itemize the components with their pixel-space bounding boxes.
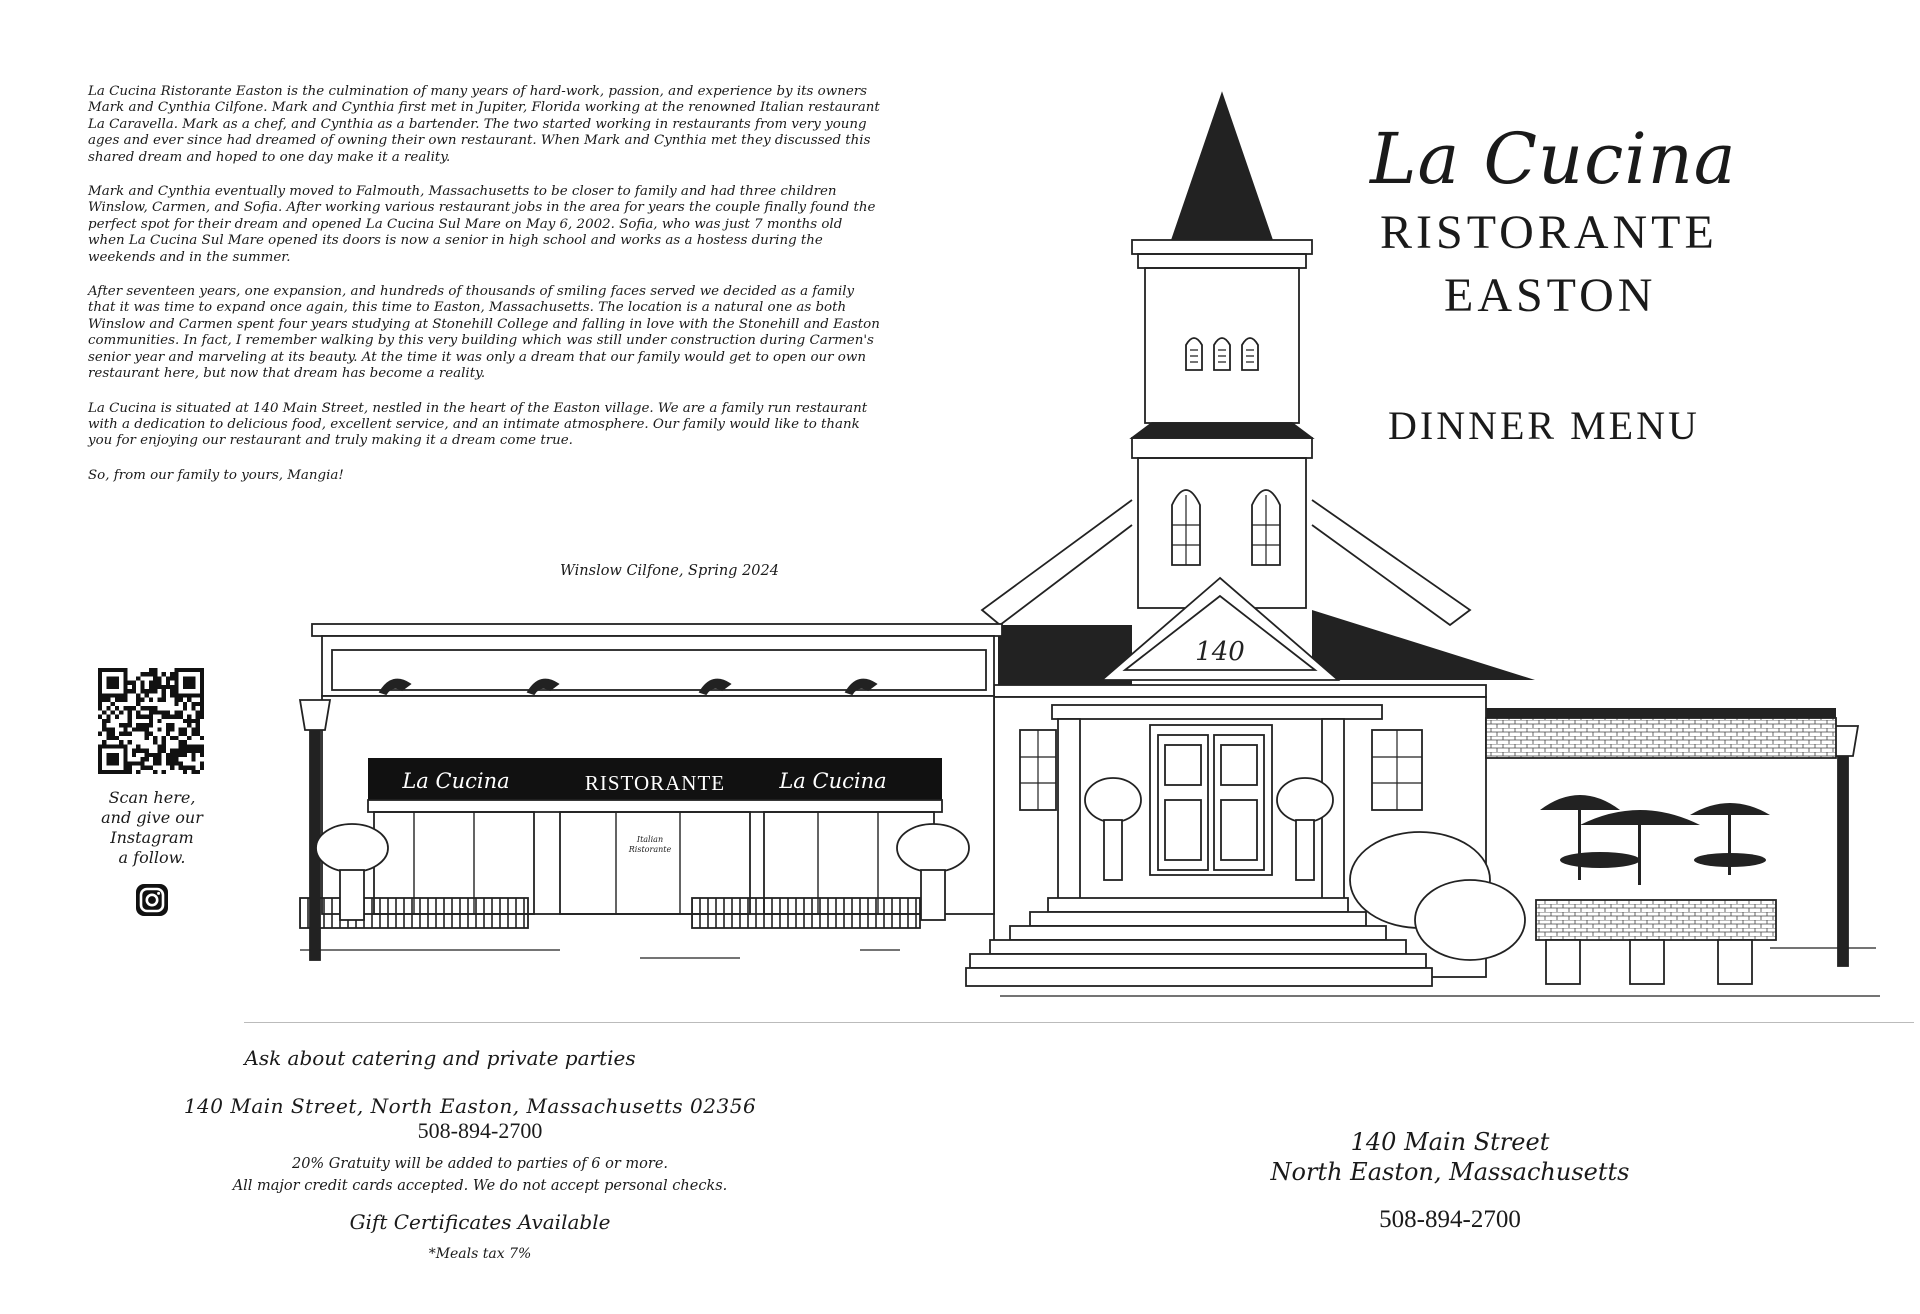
brand-ristorante: RISTORANTE — [1380, 206, 1718, 259]
window-sign-line1: Italian — [636, 835, 664, 844]
qr-code[interactable] — [98, 668, 208, 778]
instagram-icon[interactable] — [134, 882, 170, 922]
gift-certificates: Gift Certificates Available — [349, 1210, 611, 1234]
window-sign-line2: Ristorante — [628, 845, 672, 854]
story-closing: So, from our family to yours, Mangia! — [88, 467, 344, 483]
meals-tax: *Meals tax 7% — [428, 1246, 532, 1262]
story-paragraph: Mark and Cynthia eventually moved to Falmouth, Massachusetts to be closer to family and had three children Winslow, Carmen, and Sofia. After working various restaurant jobs in the area for years the couple finally found the perfect spot for their dream and opened La Cucina Sul Mare on May 6, 2002. Sofia, who was just 7 months old when La Cucina Sul Mare opened its doors is now a senior in high school and works as a hostess during the weekends and in the summer. — [88, 184, 876, 265]
brand-easton: EASTON — [1444, 269, 1657, 322]
dinner-menu-title: DINNER MENU — [1388, 403, 1700, 448]
story-paragraph: La Cucina is situated at 140 Main Street, nestled in the heart of the Easton village. We are a family run restaurant with a dedication to delicious food, excellent service, and an intimate atmosphere. Our family would like to thank you for enjoying our restaurant and truly making it a dream come true. — [88, 400, 868, 449]
front-phone: 508-894-2700 — [1379, 1206, 1521, 1233]
sign-right: La Cucina — [779, 769, 887, 793]
story-signature: Winslow Cilfone, Spring 2024 — [560, 563, 779, 579]
gratuity-note: 20% Gratuity will be added to parties of 6 or more. — [291, 1156, 669, 1172]
restaurant-building-illustration — [240, 86, 1880, 1010]
story-paragraph: La Cucina Ristorante Easton is the culmination of many years of hard-work, passion, and experience by its owners Mark and Cynthia Cilfone. Mark and Cynthia first met in Jupiter, Florida working at the renowned Italian restaurant La Caravella. Mark as a chef, and Cynthia as a bartender. The two started working in restaurants from very young ages and ever since had dreamed of owning their own restaurant. When Mark and Cynthia met they discussed this shared dream and hoped to one day make it a reality. — [88, 84, 880, 165]
phone-back: 508-894-2700 — [417, 1118, 543, 1143]
front-city: North Easton, Massachusetts — [1270, 1158, 1630, 1186]
front-street: 140 Main Street — [1350, 1128, 1550, 1156]
catering-note: Ask about catering and private parties — [244, 1046, 636, 1070]
sign-left: La Cucina — [402, 769, 510, 793]
story-paragraph: After seventeen years, one expansion, and hundreds of thousands of smiling faces served we decided as a family that it was time to expand once again, this time to Easton, Massachusetts. The location is a natural one as both Winslow and Carmen spent four years studying at Stonehill College and falling in love with the Stonehill and Easton communities. In fact, I remember walking by this very building which was still under construction during Carmen's senior year and marveling at its beauty. At the time it was only a dream that our family would get to open our own restaurant here, but now that dream has become a reality. — [88, 284, 880, 382]
credit-card-note: All major credit cards accepted. We do not accept personal checks. — [232, 1178, 728, 1194]
brand-script-title: La Cucina — [1370, 118, 1737, 200]
building-number: 140 — [1195, 637, 1245, 667]
qr-caption: Scan here, and give our Instagram a follow. — [101, 788, 203, 867]
sign-center: RISTORANTE — [584, 771, 726, 795]
address-line: 140 Main Street, North Easton, Massachusetts 02356 — [183, 1094, 757, 1118]
ground-divider — [244, 1022, 1914, 1023]
